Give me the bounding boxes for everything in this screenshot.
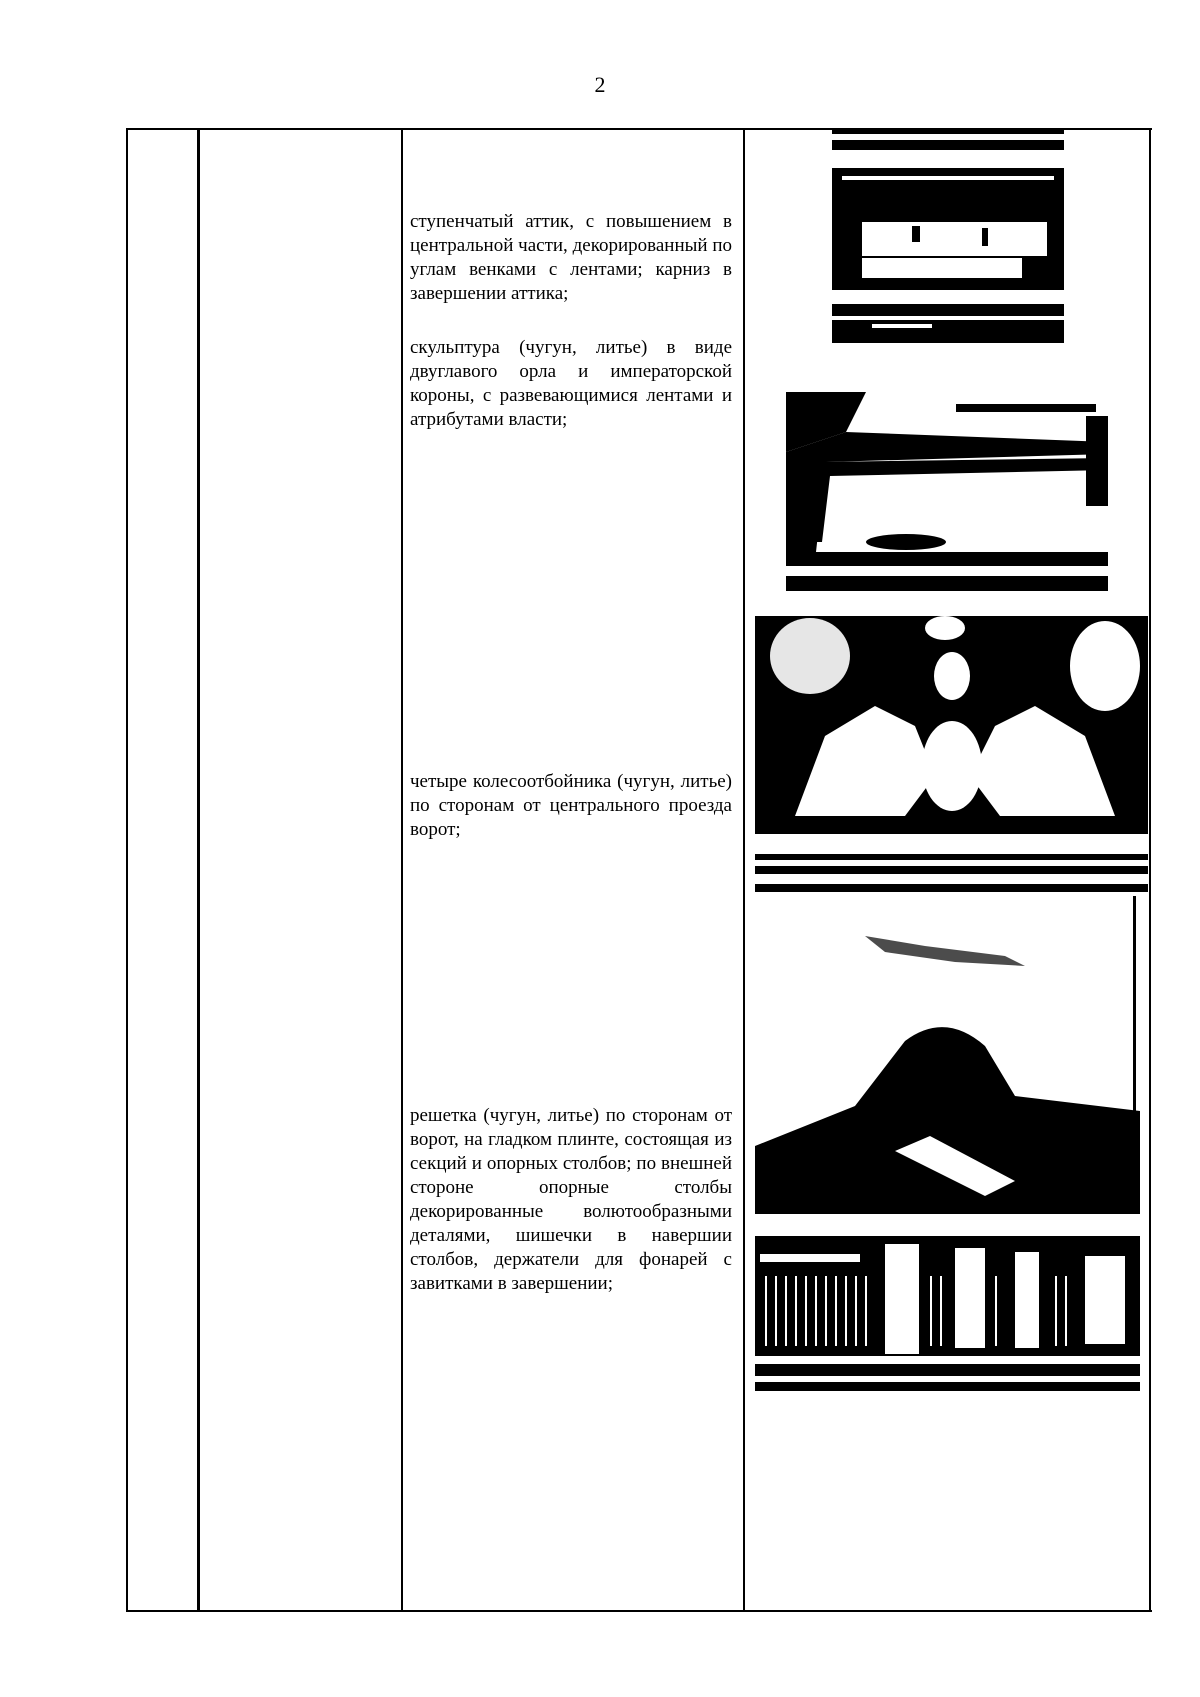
table-right-border bbox=[1149, 128, 1151, 1612]
table-bottom-border bbox=[126, 1610, 1152, 1612]
wheel-guards-description: четыре колесоотбойника (чугун, литье) по сторонам от центрального проезда ворот; bbox=[410, 771, 732, 840]
column-divider-3 bbox=[743, 128, 745, 1612]
attic-description: ступенчатый аттик, с повышением в центральной части, декорированный по углам венками с лентами; карниз в завершении аттика; bbox=[410, 211, 732, 304]
fence-photo bbox=[755, 1236, 1140, 1391]
column-divider-1 bbox=[197, 128, 200, 1612]
attic-photo bbox=[832, 130, 1064, 343]
sculpture-description: скульптура (чугун, литье) в виде двуглавого орла и императорской короны, с развевающимися лентами и атрибутами власти; bbox=[410, 337, 732, 430]
page-number: 2 bbox=[594, 72, 606, 97]
table-left-border bbox=[126, 128, 128, 1612]
attic-cornice-photo bbox=[786, 392, 1108, 591]
column-divider-2 bbox=[401, 128, 403, 1612]
wheel-guard-photo bbox=[755, 896, 1140, 1214]
eagle-sculpture-photo bbox=[755, 616, 1148, 892]
fence-description: решетка (чугун, литье) по сторонам от ворот, на гладком плинте, состоящая из секций и опорных столбов; по внешней стороне опорные столбы декорированные волютообразными деталями, шишечки в навершии столбов, держатели для фонарей с завитками в завершении; bbox=[410, 1105, 732, 1294]
